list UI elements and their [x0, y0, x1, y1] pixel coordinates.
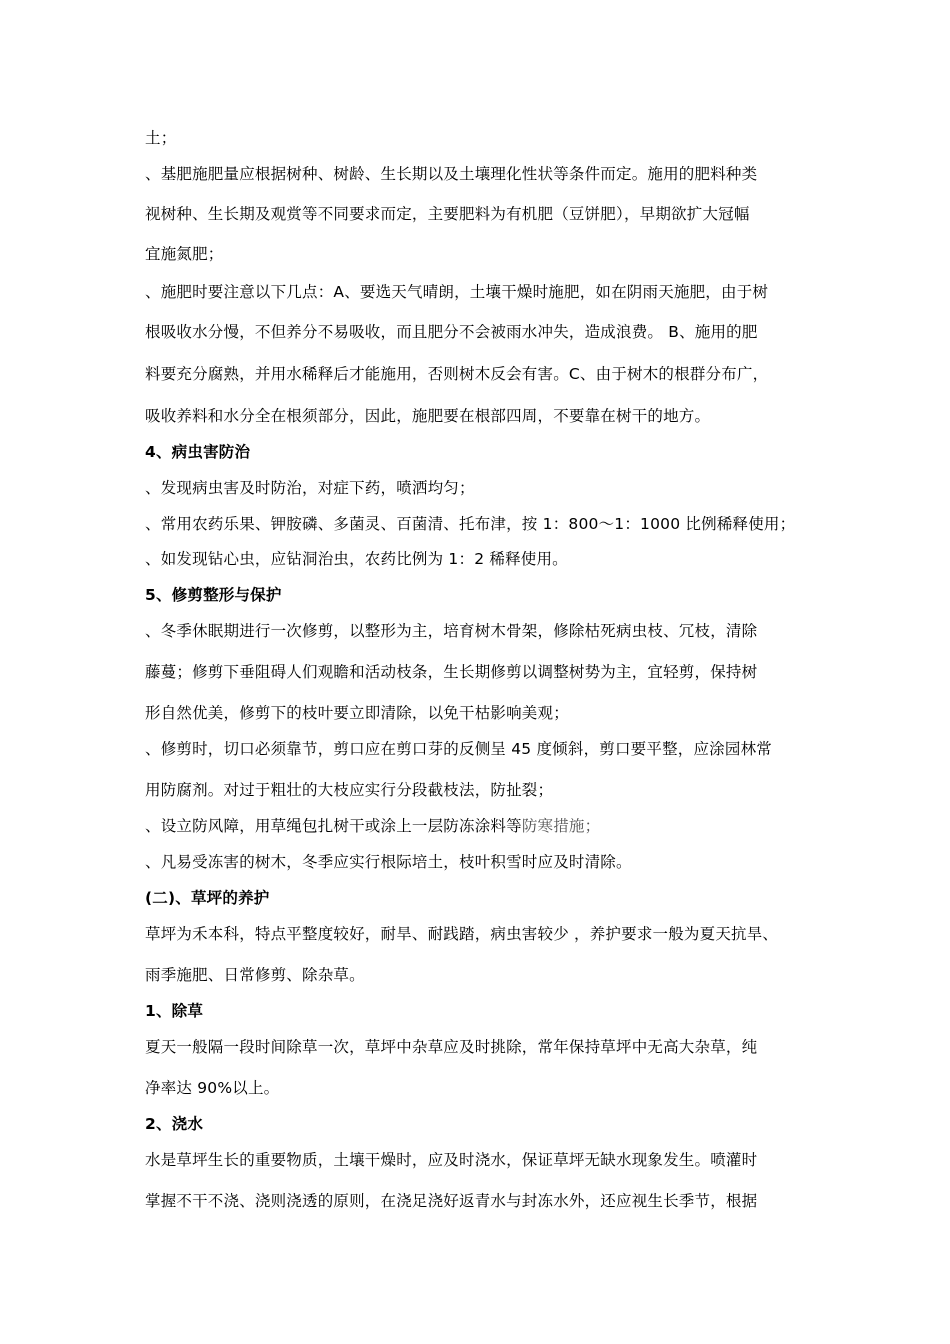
- text-line: 、基肥施肥量应根据树种、树龄、生长期以及土壤理化性状等条件而定。施用的肥料种类: [145, 165, 758, 183]
- text-line: 视树种、生长期及观赏等不同要求而定，主要肥料为有机肥（豆饼肥），早期欲扩大冠幅: [145, 205, 750, 223]
- text-line: 雨季施肥、日常修剪、除杂草。: [145, 966, 365, 984]
- text-line: [145, 816, 825, 836]
- text-line: 、冬季休眠期进行一次修剪，以整形为主，培育树木骨架，修除枯死病虫枝、冗枝，清除: [145, 622, 758, 640]
- text-line: 、发现病虫害及时防治，对症下药，喷洒均匀；: [145, 479, 475, 497]
- text-line: 水是草坪生长的重要物质，土壤干燥时，应及时浇水，保证草坪无缺水现象发生。喷灌时: [145, 1151, 758, 1169]
- text-line: 、施肥时要注意以下几点：A、要选天气晴朗，土壤干燥时施肥，如在阴雨天施肥，由于树: [145, 283, 769, 301]
- text-line: 形自然优美，修剪下的枝叶要立即清除，以免干枯影响美观；: [145, 704, 569, 722]
- section-heading: 4、病虫害防治: [145, 443, 251, 461]
- text-line: 根吸收水分慢，不但养分不易吸收，而且肥分不会被雨水冲失，造成浪费。 B、施用的肥: [145, 323, 758, 341]
- text-line: 、常用农药乐果、钾胺磷、多菌灵、百菌清、托布津，按 1：800～1：1000 比例稀释使用；: [145, 515, 796, 533]
- section-heading: (二)、草坪的养护: [145, 889, 270, 907]
- text-span-gray: 防寒措施；: [521, 817, 601, 835]
- section-heading: 5、修剪整形与保护: [145, 586, 282, 604]
- text-line: 、如发现钻心虫，应钻洞治虫，农药比例为 1：2 稀释使用。: [145, 550, 568, 568]
- text-line: 藤蔓；修剪下垂阻碍人们观瞻和活动枝条，生长期修剪以调整树势为主，宜轻剪，保持树: [145, 663, 758, 681]
- text-line: 、凡易受冻害的树木，冬季应实行根际培土，枝叶积雪时应及时清除。: [145, 853, 632, 871]
- section-heading: 1、除草: [145, 1002, 204, 1020]
- text-line: 土；: [145, 129, 177, 147]
- text-line: 夏天一般隔一段时间除草一次，草坪中杂草应及时挑除，常年保持草坪中无高大杂草，纯: [145, 1038, 758, 1056]
- text-line: 净率达 90%以上。: [145, 1079, 280, 1097]
- text-line: 吸收养料和水分全在根须部分，因此，施肥要在根部四周，不要靠在树干的地方。: [145, 407, 711, 425]
- text-line: 用防腐剂。对过于粗壮的大枝应实行分段截枝法，防扯裂；: [145, 781, 554, 799]
- text-span: 、设立防风障，用草绳包扎树干或涂上一层防冻涂料等: [145, 817, 522, 835]
- text-line: 、修剪时，切口必须靠节，剪口应在剪口芽的反侧呈 45 度倾斜，剪口要平整，应涂园林常: [145, 740, 772, 758]
- text-line: 料要充分腐熟，并用水稀释后才能施用，否则树木反会有害。C、由于树木的根群分布广，: [145, 365, 769, 383]
- text-line: 宜施氮肥；: [145, 245, 224, 263]
- text-line: 掌握不干不浇、浇则浇透的原则，在浇足浇好返青水与封冻水外，还应视生长季节，根据: [145, 1192, 758, 1210]
- section-heading: 2、浇水: [145, 1115, 204, 1133]
- text-line: 草坪为禾本科，特点平整度较好，耐旱、耐践踏，病虫害较少 ，养护要求一般为夏天抗旱、: [145, 925, 779, 943]
